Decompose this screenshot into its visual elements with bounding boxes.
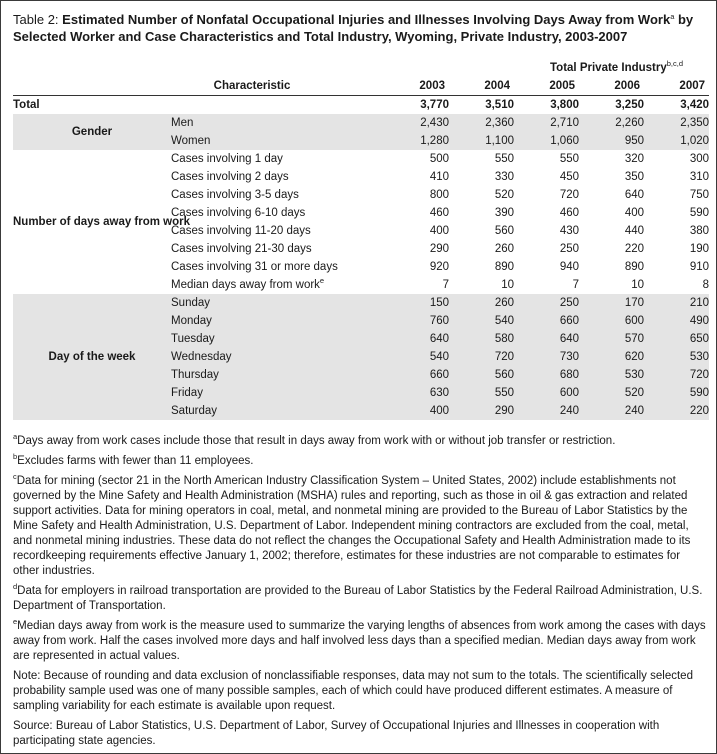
table-title [13, 11, 709, 45]
cell-value: 10 [631, 279, 644, 291]
cell-value: 10 [501, 279, 514, 291]
cell-value: 400 [429, 225, 449, 237]
cell-value: 660 [391, 366, 449, 384]
super-header-row [13, 59, 709, 77]
cell-value: 920 [429, 261, 449, 273]
cell-value: 720 [644, 366, 709, 384]
footnote-mark: a [13, 432, 18, 441]
cell-value: 390 [494, 207, 514, 219]
footnote-mark: d [13, 582, 18, 591]
row-label: Cases involving 11-20 days [171, 225, 311, 237]
cell-value: 2,710 [514, 114, 579, 132]
cell-value: 730 [514, 348, 579, 366]
cell-value: 620 [579, 348, 644, 366]
footnote-mark: e [13, 617, 18, 626]
table-body [13, 96, 709, 421]
row-label: Sunday [171, 294, 391, 312]
data-table [13, 59, 709, 420]
row-label: Cases involving 2 days [171, 171, 289, 183]
cell-value: 2,350 [644, 114, 709, 132]
table-row [13, 150, 709, 168]
cell-value: 330 [494, 171, 514, 183]
cell-value: 400 [391, 402, 449, 420]
cell-value: 460 [429, 207, 449, 219]
cell-value: 720 [559, 189, 579, 201]
cell-value: 220 [624, 243, 644, 255]
cell-value: 550 [559, 153, 579, 165]
cell-value: 260 [449, 294, 514, 312]
cell-value: 590 [689, 207, 710, 219]
cell-value: 940 [559, 261, 579, 273]
cell-value: 1,280 [391, 132, 449, 150]
row-label: Cases involving 3-5 days [171, 189, 299, 201]
cell-value: 520 [494, 189, 514, 201]
table-row [13, 114, 709, 132]
cell-value: 890 [624, 261, 644, 273]
row-label: Cases involving 6-10 days [171, 207, 306, 219]
cell-value: 380 [689, 225, 710, 237]
cell-value: 290 [429, 243, 449, 255]
cell-value: 1,020 [644, 132, 709, 150]
cell-value: 170 [579, 294, 644, 312]
footnote: $^a$Days away from work cases include those that result in days away from work with or without job transfer or restriction. [13, 432, 616, 447]
footnote: $^c$Data for mining (sector 21 in the North American Industry Classification System – United States, 2002) include establishments not governed by the Mine Safety and Health Administration (MSHA) rules and reporting, such as those in oil & gas extraction and related support activities. Data for mining operators in coal, metal, and nonmetal mining are provided to the Bureau of Labor Statistics by the Mine Safety and Health Administration, U.S. Department of Labor. Independent mining contractors are excluded from the coal, metal, and nonmetal mining industries. These data do not reflect the changes the Occupational Safety and Health Administration made to its recordkeeping requirements effective January 1, 2002; therefore, estimates for these industries are not comparable to estimates for other industries. [13, 472, 691, 577]
row-label: Wednesday [171, 348, 391, 366]
row-label: Women [171, 132, 391, 150]
cell-value: 530 [579, 366, 644, 384]
row-label: Tuesday [171, 330, 391, 348]
group-label: Gender [13, 114, 171, 150]
year-header: 2007 [644, 77, 709, 96]
cell-value: 550 [449, 384, 514, 402]
cell-value: 540 [449, 312, 514, 330]
row-label: Thursday [171, 366, 391, 384]
row-label: Cases involving 31 or more days [171, 261, 338, 273]
cell-value: 400 [624, 207, 644, 219]
cell-value: 650 [644, 330, 709, 348]
footnote: $^b$Excludes farms with fewer than 11 employees. [13, 452, 254, 467]
total-row [13, 96, 709, 115]
cell-value: 8 [702, 279, 710, 291]
cell-value: 530 [644, 348, 709, 366]
cell-value: 680 [514, 366, 579, 384]
cell-value: 320 [624, 153, 644, 165]
cell-value: 720 [449, 348, 514, 366]
year-header: 2005 [514, 77, 579, 96]
row-footnote-mark: e [319, 276, 325, 285]
cell-value: 210 [644, 294, 709, 312]
row-label: Saturday [171, 402, 391, 420]
cell-value: 890 [494, 261, 514, 273]
table-title-label: Table 2: [13, 12, 59, 27]
cell-value: 2,430 [391, 114, 449, 132]
cell-value: 750 [689, 189, 710, 201]
cell-value: 240 [514, 402, 579, 420]
table-title-footnote-mark: a [670, 12, 675, 21]
cell-value: 590 [644, 384, 709, 402]
cell-value: 220 [644, 402, 709, 420]
cell-value: 560 [494, 225, 514, 237]
cell-value: 1,060 [514, 132, 579, 150]
row-label: Monday [171, 312, 391, 330]
cell-value: 550 [494, 153, 514, 165]
row-label: Cases involving 1 day [171, 153, 283, 165]
row-label: Cases involving 21-30 days [171, 243, 312, 255]
column-header-row [13, 77, 709, 96]
table-title-text-rest: by Selected Worker and Case Characteristics and Total Industry, Wyoming, Private Industry, 2003-2007 [13, 12, 694, 44]
cell-value: 520 [579, 384, 644, 402]
cell-value: 7 [442, 279, 449, 291]
cell-value: 490 [644, 312, 709, 330]
cell-value: 410 [429, 171, 449, 183]
cell-value: 7 [572, 279, 579, 291]
footnotes [13, 434, 709, 754]
group-label: Number of days away from work [13, 215, 191, 228]
cell-value: 2,260 [579, 114, 644, 132]
cell-value: 640 [624, 189, 644, 201]
cell-value: 450 [559, 171, 579, 183]
cell-value: 300 [689, 153, 710, 165]
year-header: 2006 [579, 77, 644, 96]
total-value: 3,770 [420, 99, 449, 111]
cell-value: 250 [514, 294, 579, 312]
cell-value: 600 [579, 312, 644, 330]
characteristic-header: Characteristic [13, 77, 391, 96]
row-label: Men [171, 114, 391, 132]
group-label: Day of the week [13, 294, 171, 420]
footnote-mark: b [13, 452, 18, 461]
row-label: Friday [171, 384, 391, 402]
footnote: $^d$Data for employers in railroad transportation are provided to the Bureau of Labor Statistics by the Federal Railroad Administration, U.S. Department of Transportation. [13, 582, 703, 612]
footnote-mark: c [13, 472, 17, 481]
cell-value: 2,360 [449, 114, 514, 132]
cell-value: 660 [514, 312, 579, 330]
cell-value: 260 [494, 243, 514, 255]
cell-value: 190 [689, 243, 710, 255]
cell-value: 560 [449, 366, 514, 384]
footnote: $^e$Median days away from work is the measure used to summarize the varying lengths of absences from work among the cases with days away from work. Half the cases involved more days and half involved less days than a specified median. Median days away from work are represented in actual values. [13, 617, 706, 662]
cell-value: 500 [429, 153, 449, 165]
cell-value: 950 [579, 132, 644, 150]
total-label: Total [13, 98, 40, 111]
cell-value: 800 [429, 189, 449, 201]
total-value: 3,250 [615, 99, 644, 111]
cell-value: 150 [391, 294, 449, 312]
year-header: 2003 [391, 77, 449, 96]
super-header: Total Private Industry$^{b,c,d}$ [550, 59, 684, 74]
cell-value: 290 [449, 402, 514, 420]
source: Source: Bureau of Labor Statistics, U.S. Department of Labor, Survey of Occupational Injuries and Illnesses in cooperation with participating state agencies. [13, 720, 660, 747]
cell-value: 310 [689, 171, 710, 183]
cell-value: 600 [514, 384, 579, 402]
table-title-text: Estimated Number of Nonfatal Occupational Injuries and Illnesses Involving Days Away from Work [62, 12, 671, 27]
note: Note: Because of rounding and data exclusion of nonclassifiable responses, data may not sum to the totals. The scientifically selected probability sample used was one of many possible samples, each of which could have produced different estimates. A measure of sampling variability for each estimate is available upon request. [13, 670, 693, 712]
year-header: 2004 [449, 77, 514, 96]
super-header-footnote-marks: b,c,d [666, 59, 684, 68]
total-value: 3,510 [485, 99, 514, 111]
table-row [13, 294, 709, 312]
total-value: 3,420 [680, 99, 710, 111]
total-value: 3,800 [550, 99, 579, 111]
cell-value: 350 [624, 171, 644, 183]
row-label: Median days away from work$^e$ [171, 276, 325, 291]
cell-value: 910 [689, 261, 710, 273]
cell-value: 640 [391, 330, 449, 348]
cell-value: 630 [391, 384, 449, 402]
cell-value: 760 [391, 312, 449, 330]
cell-value: 430 [559, 225, 579, 237]
cell-value: 250 [559, 243, 579, 255]
cell-value: 640 [514, 330, 579, 348]
cell-value: 580 [449, 330, 514, 348]
cell-value: 570 [579, 330, 644, 348]
cell-value: 440 [624, 225, 644, 237]
cell-value: 460 [559, 207, 579, 219]
cell-value: 540 [391, 348, 449, 366]
cell-value: 1,100 [449, 132, 514, 150]
cell-value: 240 [579, 402, 644, 420]
